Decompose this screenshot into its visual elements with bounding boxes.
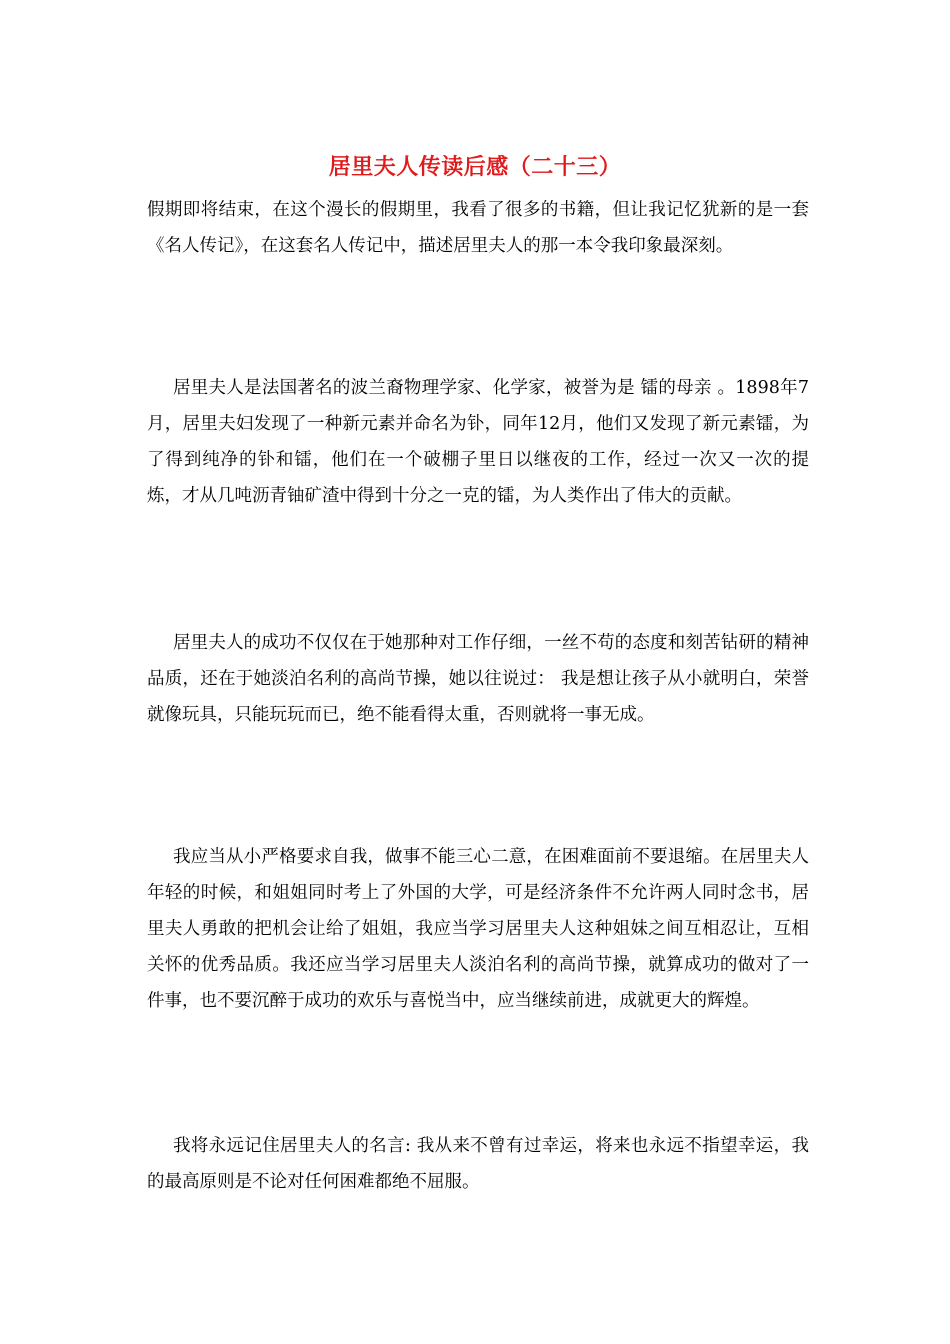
paragraph-character: 居里夫人的成功不仅仅在于她那种对工作仔细，一丝不苟的态度和刻苦钻研的精神品质，还在于她淡泊名利的高尚节操，她以往说过： 我是想让孩子从小就明白，荣誉就像玩具，只能玩玩而已，绝不能看得太重，否则就将一事无成。	[147, 633, 809, 725]
paragraph-biography: 居里夫人是法国著名的波兰裔物理学家、化学家，被誉为是 镭的母亲 。1898年7月，居里夫妇发现了一种新元素并命名为钋，同年12月，他们又发现了新元素镭，为了得到纯净的钋和镭，他们在一个破棚子里日以继夜的工作，经过一次又一次的提炼，才从几吨沥青铀矿渣中得到十分之一克的镭，为人类作出了伟大的贡献。	[147, 378, 809, 506]
paragraph-reflection: 我应当从小严格要求自我，做事不能三心二意，在困难面前不要退缩。在居里夫人年轻的时候，和姐姐同时考上了外国的大学，可是经济条件不允许两人同时念书，居里夫人勇敢的把机会让给了姐姐，我应当学习居里夫人这种姐妹之间互相忍让，互相关怀的优秀品质。我还应当学习居里夫人淡泊名利的高尚节操，就算成功的做对了一件事，也不要沉醉于成功的欢乐与喜悦当中，应当继续前进，成就更大的辉煌。	[147, 847, 809, 1011]
paragraph-quote: 我将永远记住居里夫人的名言: 我从来不曾有过幸运，将来也永远不指望幸运，我的最高原则是不论对任何困难都绝不屈服。	[147, 1136, 809, 1192]
document-title: 居里夫人传读后感（二十三）	[328, 154, 622, 180]
paragraph-intro: 假期即将结束，在这个漫长的假期里，我看了很多的书籍，但让我记忆犹新的是一套《名人传记》，在这套名人传记中，描述居里夫人的那一本令我印象最深刻。	[147, 200, 809, 256]
